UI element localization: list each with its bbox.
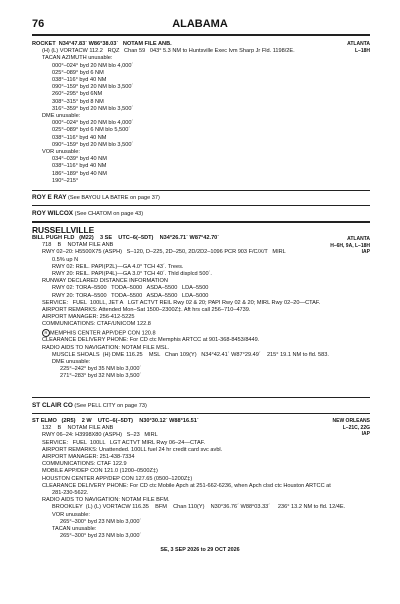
line-text: HOUSTON CENTER APP/DEP CON 127.65 (0500–1200Z‡) (42, 475, 193, 482)
text-line (32, 149, 370, 156)
text-line (32, 163, 370, 170)
text-line (32, 264, 370, 271)
roy-wilcox-entry (32, 210, 370, 218)
rocket-chart-refs (347, 41, 370, 54)
line-text: VOR unusable: (42, 149, 80, 156)
text-line (32, 329, 370, 338)
page-header (0, 18, 400, 32)
text-line (32, 483, 370, 490)
st-clair-co-entry (32, 402, 370, 410)
line-text: 000°–024° byd 20 NM blo 4,000´ (52, 62, 134, 69)
line-text: 190°–215° (52, 177, 79, 184)
chart-ref: ATLANTA (347, 41, 370, 47)
rocket-lines (32, 41, 370, 185)
line-text: 025°–089° byd 6 NM (52, 69, 104, 76)
line-text: MEMPHIS CENTER APP/DEP CON 120.8 (50, 330, 156, 337)
line-text: SERVICE: FUEL 100LL, JET A LGT ACTVT REIL Rwy 02 & 20; PAPI Rwy 02 & 20; MIRL Rwy 02–20—CTAF. (42, 299, 321, 306)
st-elmo-entry (32, 418, 370, 540)
cross-reference: (See BAYOU LA BATRE on page 37) (68, 195, 160, 201)
text-line (32, 425, 370, 432)
text-line (32, 41, 370, 48)
text-line (32, 156, 370, 163)
line-text: 281-230-5622. (52, 490, 89, 497)
line-text: 034°–039° byd 40 NM (52, 156, 107, 163)
line-text: 316°–359° byd 20 NM blo 3,500´ (52, 105, 134, 112)
line-text: SERVICE: FUEL 100LL LGT ACTVT MIRL Rwy 06–24—CTAF. (42, 439, 206, 446)
text-line (32, 504, 370, 511)
circle-r-icon: R (42, 329, 50, 337)
line-text: DME unusable: (52, 358, 91, 365)
text-line (32, 63, 370, 70)
line-text: CLEARANCE DELIVERY PHONE: For CD ctc Memphis ARTCC at 901-368-8453/8449. (42, 337, 260, 344)
st-elmo-lines (32, 418, 370, 540)
text-line (32, 526, 370, 533)
line-text: RWY 02: TORA–5500 TODA–5000 ASDA–5500 LDA–5500 (52, 285, 209, 292)
text-line (32, 468, 370, 475)
text-line (32, 307, 370, 314)
line-text: 090°–159° byd 20 NM blo 3,500´ (52, 141, 134, 148)
line-text: 0.5% up N (52, 256, 79, 263)
text-line (32, 418, 370, 425)
line-text: TACAN AZIMUTH unusable: (42, 55, 113, 62)
divider (32, 397, 370, 398)
line-text: AIRPORT MANAGER: 256-412-5225 (42, 314, 135, 321)
text-line (32, 519, 370, 526)
line-text: 225°–242° byd 35 NM blo 3,000´ (60, 366, 142, 373)
text-line (32, 242, 370, 249)
text-line (32, 447, 370, 454)
line-text: 038°–116° byd 40 NM (52, 77, 107, 84)
text-line (32, 113, 370, 120)
line-text: COMMUNICATIONS: CTAF 122.9 (42, 461, 127, 468)
text-line (32, 271, 370, 278)
line-text: MOBILE APP/DEP CON 121.0 (1200–0500Z‡) (42, 468, 158, 475)
cross-reference: (See CHATOM on page 43) (74, 211, 144, 217)
chart-ref: L–18H (354, 47, 370, 54)
line-text: AIRPORT REMARKS: Attended Mon–Sat 1500–2300Z‡. Aft hrs call 256–710–4739. (42, 307, 251, 314)
text-line (32, 321, 370, 328)
st-elmo-chart-refs (333, 418, 371, 438)
line-text: 308°–315° byd 8 NM (52, 98, 104, 105)
chart-ref: IAP (361, 431, 370, 438)
text-line (32, 476, 370, 483)
line-text: RADIO AIDS TO NAVIGATION: NOTAM FILE MSL. (42, 344, 170, 351)
text-line (32, 235, 370, 242)
text-line (32, 512, 370, 519)
divider (32, 221, 370, 223)
text-line (32, 533, 370, 540)
text-line (32, 55, 370, 62)
text-line (32, 84, 370, 91)
text-line (32, 142, 370, 149)
text-line (32, 373, 370, 380)
text-line (32, 91, 370, 98)
rocket-entry (32, 41, 370, 185)
text-line (32, 461, 370, 468)
text-line (32, 337, 370, 344)
line-text: RUNWAY DECLARED DISTANCE INFORMATION (42, 278, 168, 285)
state-title: ALABAMA (172, 18, 228, 30)
line-text: 265°–300° byd 23 NM blo 3,000´ (60, 518, 142, 525)
footer: SE, 3 SEP 2026 to 29 OCT 2026 (160, 547, 240, 553)
text-line (32, 300, 370, 307)
entry-name: ROY WILCOX (32, 210, 74, 217)
line-text: RWY 06–24: H3998X80 (ASPH) S–23 MIRL (42, 432, 158, 439)
line-text: AIRPORT MANAGER: 251-438-7334 (42, 454, 135, 461)
line-text: ROCKET N34°47.83´ W86°38.03´ NOTAM FILE ANB. (32, 41, 172, 47)
line-text: VOR unusable: (52, 511, 90, 518)
line-text: COMMUNICATIONS: CTAF/UNICOM 122.8 (42, 321, 151, 328)
text-line (32, 120, 370, 127)
city-heading: RUSSELLVILLE (32, 225, 95, 235)
divider (32, 205, 370, 206)
header-rule (32, 34, 370, 36)
line-text: ST ELMO (2R5) 2 W UTC–6(–5DT) N30°30.12´ W88°16.51´ (32, 418, 199, 424)
chart-ref: ATLANTA (347, 236, 370, 242)
text-line (32, 127, 370, 134)
line-text: (H) (L) VORTACW 112.2 RQZ Chan 59 043° 5.3 NM to Huntsville Exec Ivm Sharp Jr Fld. 1198/2E. (42, 48, 295, 55)
text-line (32, 70, 370, 77)
line-text: RWY 20: TORA–5500 TODA–5500 ASDA–5500 LDA–5000 (52, 292, 209, 299)
line-text: BILL PUGH FLD (M22) 3 SE UTC–6(–5DT) N34°26.71´ W87°42.70´ (32, 235, 220, 241)
line-text: AIRPORT REMARKS: Unattended. 100LL fuel 24 hr credit card svc avbl. (42, 446, 223, 453)
line-text: RWY 20: REIL. PAPI(P4L)—GA 3.0° TCH 40´. Thld displcd 500´. (52, 271, 212, 278)
text-line (32, 48, 370, 55)
line-text: 260°–295° byd 6NM (52, 91, 103, 98)
line-text: CLEARANCE DELIVERY PHONE: For CD ctc Mobile Apch at 251-662-6236, when Apch clsd ctc Houston ARTCC at (42, 482, 331, 489)
text-line (32, 99, 370, 106)
text-line (32, 432, 370, 439)
text-line (32, 454, 370, 461)
line-text: 038°–116° byd 40 NM (52, 134, 107, 141)
line-text: 000°–024° byd 20 NM blo 4,000´ (52, 120, 134, 127)
text-line (32, 490, 370, 497)
text-line (32, 278, 370, 285)
line-text: 132 B NOTAM FILE ANB (42, 425, 114, 432)
line-text: 025°–089° byd 6 NM blo 5,500´ (52, 127, 131, 134)
text-line (32, 497, 370, 504)
text-line (32, 366, 370, 373)
line-text: RWY 02–20: H5500X75 (ASPH) S–120, D–225, 2D–250, 2D/2D2–1096 PCR 903 F/C/X/T MIRL (42, 249, 286, 256)
line-text: DME unusable: (42, 113, 81, 120)
line-text: TACAN unusable: (52, 526, 97, 533)
line-text: 038°–116° byd 40 NM (52, 163, 107, 170)
text-line (32, 106, 370, 113)
text-line (32, 314, 370, 321)
chart-ref: H–6H, 9A, L–18H (330, 242, 370, 249)
text-line (32, 285, 370, 292)
text-line (32, 178, 370, 185)
text-line (32, 135, 370, 142)
roy-e-ray-entry (32, 194, 370, 202)
page-number: 76 (32, 18, 45, 30)
text-line (32, 352, 370, 359)
line-text: 265°–300° byd 23 NM blo 3,000´ (60, 533, 142, 540)
divider (32, 413, 370, 414)
chart-ref: NEW ORLEANS (332, 418, 370, 424)
line-text: RWY 02: REIL. PAPI(P2L)—GA 4.0° TCH 43´. Trees. (52, 263, 184, 270)
text-line (32, 440, 370, 447)
chart-ref: L–21C, 22G (342, 424, 370, 431)
text-line (32, 171, 370, 178)
text-line (32, 293, 370, 300)
line-text: BROOKLEY (L) (L) VORTACW 116.35 BFM Chan 110(Y) N30°36.76´ W88°03.33´ 236° 13.2 NM to fld. 12/4E. (52, 504, 346, 511)
russellville-chart-refs (330, 236, 370, 256)
text-line (32, 257, 370, 264)
line-text: MUSCLE SHOALS (H) DME 116.25 MSL Chan 109(Y) N34°42.41´ W87°29.49´ 215° 19.1 NM to fld. 583. (52, 351, 329, 358)
divider (32, 190, 370, 191)
text-line (32, 359, 370, 366)
line-text: 718 B NOTAM FILE ANB (42, 242, 114, 249)
text-line (32, 345, 370, 352)
line-text: RADIO AIDS TO NAVIGATION: NOTAM FILE BFM. (42, 497, 170, 504)
entry-name: ROY E RAY (32, 194, 67, 201)
text-line (32, 77, 370, 84)
russellville-lines (32, 235, 370, 381)
cross-reference: (See PELL CITY on page 73) (74, 403, 147, 409)
entry-name: ST CLAIR CO (32, 402, 73, 409)
chart-ref: IAP (361, 249, 370, 256)
line-text: 090°–159° byd 20 NM blo 3,500´ (52, 84, 134, 91)
line-text: 271°–283° byd 32 NM blo 3,500´ (60, 373, 142, 380)
line-text: 186°–189° byd 40 NM (52, 170, 107, 177)
text-line (32, 249, 370, 256)
russellville-entry (32, 225, 370, 381)
